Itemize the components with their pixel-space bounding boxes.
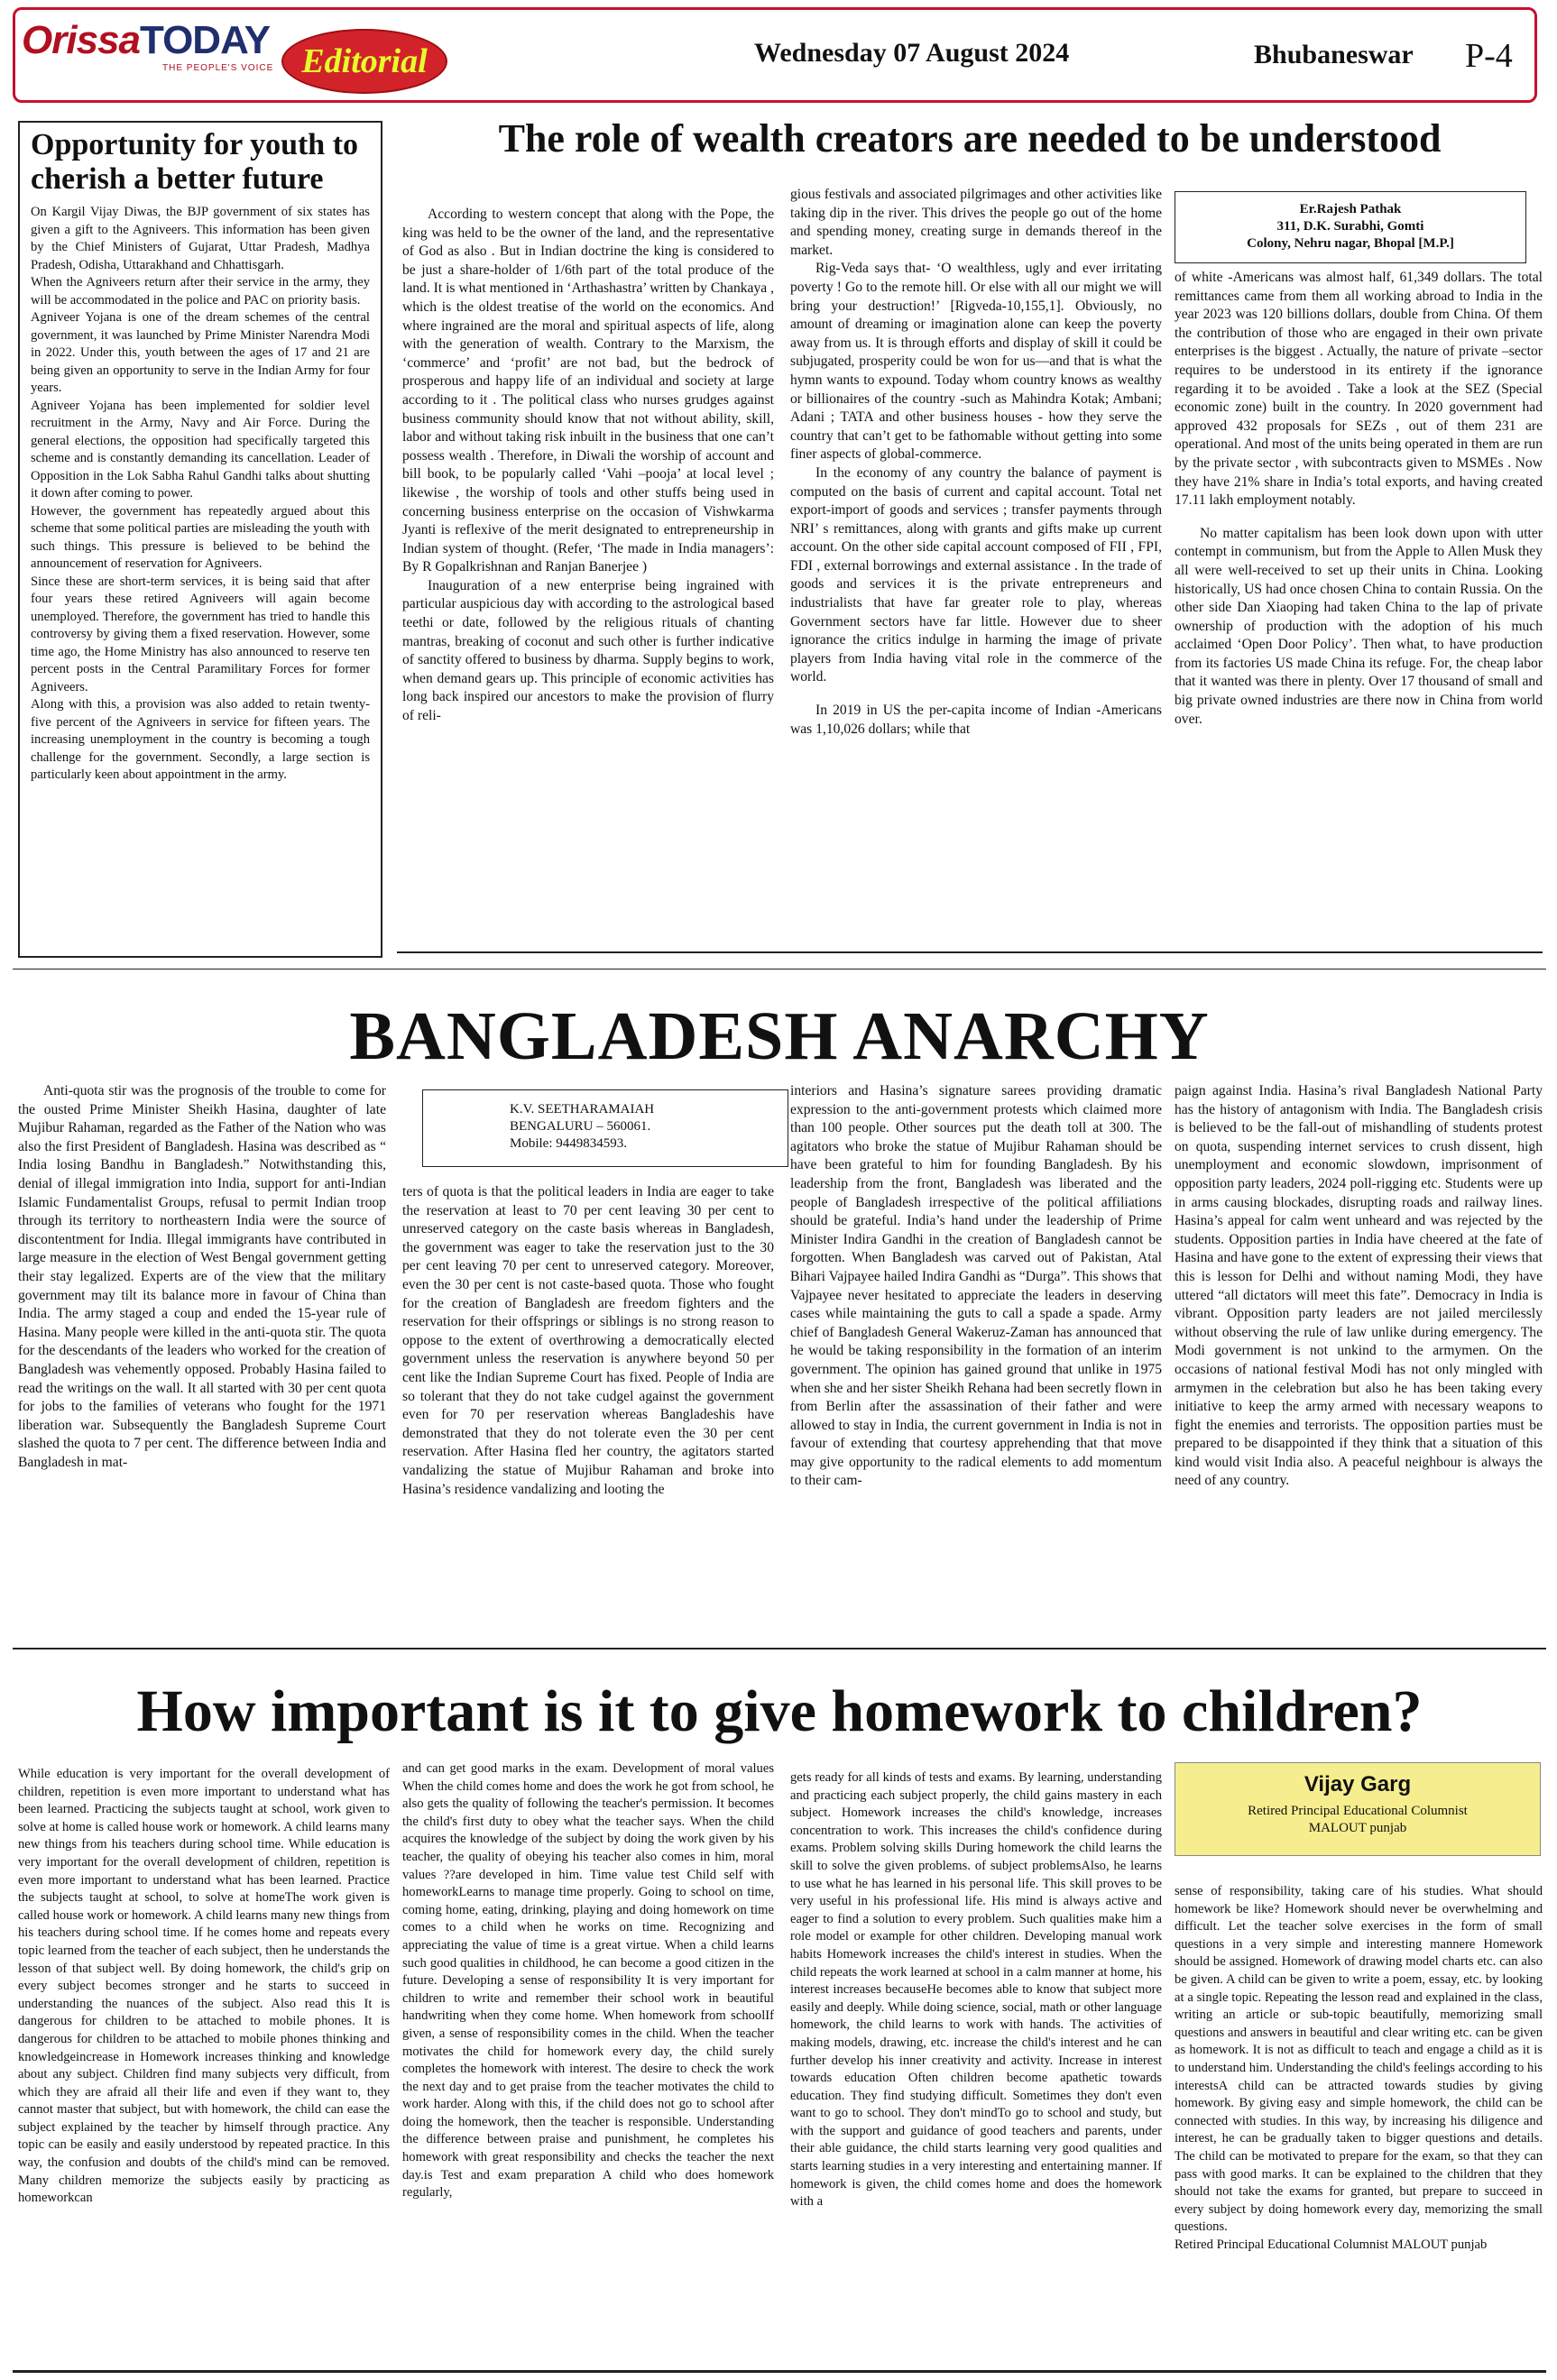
paragraph: While education is very important for the overall development of children, repetition is even more important to understand what has been learned. Practicing the subjects taught at school, work given to solve at home is called house work or homework. A child learns many new things from his teachers during school time. While education is very important for the overall development of children, repetition is even more important to understand what has been learned. Practice the subjects taught at school, to solve at homeThe work given is called house work or homework. A child learns many new things from his teachers during school time. If he comes home and repeats every topic learned from the teacher of each subject, then he understands the lesson of that subject well. By doing homework, the child's grip on every subject becomes stronger and he starts to succeed in understanding the nuances of the subject. Also read this It is dangerous for children to be attached to mobile phones. It is dangerous for children to be attached to mobile phones thinking and knowledgeincrease in Homework increases thinking and knowledge about any subject. Children find many subjects very difficult, from which they are afraid all their life and even if they want to, they cannot master that subject, but with homework, the child can ease the subject explained by the teacher by himself through practice. Any topic can be easily and easily understood by repeated practice. In this way, the confusion and doubts of the child's mind can be removed. Many children memorize the subjects easily by practicing as homeworkcan (18, 1767, 390, 2206)
article-column (1175, 269, 1543, 729)
article-body (31, 204, 370, 785)
paragraph: interiors and Hasina’s signature sarees providing dramatic expression to the anti-government protests which claimed more than 100 people. Other sources put the death toll at 300. The agitators who broke the statue of Mujibur Rahaman should be have been grateful to him for founding Bangladesh. By his leadership from the front, Bangladesh was liberated and the people of Bangladesh irrespective of the political affiliations should be grateful. India’s hand under the leadership of Prime Minister Indira Gandhi in the creation of Bangladesh cannot be forgotten. When Bangladesh was carved out of Pakistan, Atal Bihari Vajpayee hailed Indira Gandhi as “Durga”. This shows that Vajpayee never hesitated to appreciate the leaders in deserving cases while maintaining the guts to call a spade a spade. Army chief of Bangladesh General Wakeruz-Zaman has announced that he would be taking responsibility in the formation of an interim government. The opinion has gained ground that unlike in 1975 when she and her sister Sheikh Rehana had been secretly flown in from Berlin after the assassination of their father and were allowed to stay in India, the current government in India is not in favour of extending that courtesy apprehending that that move may give opportunity to the radical elements to add momentum to their cam- (790, 1083, 1162, 1489)
article-title: Opportunity for youth to cherish a better future (31, 128, 359, 196)
paragraph: Agniveer Yojana is one of the dream schemes of the central government, it was launched by Prime Minister Narendra Modi in 2022. Under this, youth between the ages of 17 and 21 are being given an opportunity to serve in the Indian Army for four years. (31, 310, 370, 395)
article-title: BANGLADESH ANARCHY (349, 998, 1210, 1074)
author-phone: Mobile: 9449834593. (510, 1136, 627, 1151)
author-signature: Retired Principal Educational Columnist MALOUT punjab (1175, 2237, 1488, 2252)
paragraph: paign against India. Hasina’s rival Bangladesh National Party has the history of antagonism with India. The Bangladesh crisis is believed to be the fall-out of mishandling of students protest on quota, suspending internet services to crush dissent, high unemployment and economic slowdown, imprisonment of opposition party leaders, 2024 poll-rigging etc. Students were up in arms causing blockades, disrupting roads and railway lines. Hasina’s appeal for calm went unheard and was rejected by the students. Opposition parties in India have cheered at the fate of Hasina and have gone to the extent of expressing their views that this is lesson for Delhi and without naming Modi, they have uttered “all dictators will meet this fate”. Democracy in India is vibrant. Opposition party leaders are not jailed mercilessly without observing the rule of law unlike during emergency. The Modi government is not unkind to the armymen. On the occasions of national festival Modi has not only mingled with armymen in the celebration but also he has been taking every initiative to keep the army armed with necessary weapons to fight the enemies and terrorists. The opposition parties must be prepared to be disappointed if they think that a situation of this kind would visit India also. A peaceful neighbour is always the need of any country. (1175, 1083, 1543, 1489)
author-address: 311, D.K. Surabhi, Gomti (1276, 219, 1424, 234)
paragraph: Rig-Veda says that- ‘O wealthless, ugly and ever irritating poverty ! Go to the remote hill. Or else with all our might we will bring your destruction!’ [Rigveda-10,155,1]. Obviously, no amount of dreaming or imagination alone can keep the poverty away from us. It is through efforts and display of skill it could be subjugated, prosperity could be won for us—and that is what the hymn wants to expound. Today whom country knows as wealthy or billionaires of the country -such as Mahindra Kotak; Ambani; Adani ; TATA and other business houses - how they serve the country that can’t get to be fathomable without getting into some finer aspects of global-commerce. (790, 261, 1162, 463)
article-agniveer (18, 121, 382, 958)
paragraph: Agniveer Yojana has been implemented for soldier level recruitment in the Army, Navy and Air Force. During the general elections, the opposition had specifically targeted this scheme and is constantly demanding its cancellation. Leader of Opposition in the Lok Sabha Rahul Gandhi talks about shutting it down after coming to power. (31, 398, 370, 501)
paragraph: gious festivals and associated pilgrimages and other activities like taking dip in the river. This drives the people go out of the home and spending money, creating surge in demands thereof in the market. (790, 187, 1162, 258)
author-address: Colony, Nehru nagar, Bhopal [M.P.] (1247, 236, 1454, 251)
article-column (1175, 1082, 1543, 1491)
paragraph: In 2019 in US the per-capita income of Indian -Americans was 1,10,026 dollars; while that (790, 703, 1162, 737)
divider (13, 2370, 1546, 2373)
paragraph: Inauguration of a new enterprise being ingrained with particular auspicious day with according to the astrological based teethi or date, followed by the religious rituals of chanting mantras, breaking of coconut and such other is further indicative of sanctity offered to business by dharma. Supply begins to work, when demand gears up. This principle of economic activities has long back inspired our ancestors to make the provision of flurry of reli- (402, 577, 774, 724)
article-column (790, 1769, 1162, 2211)
article-column (402, 206, 774, 726)
paragraph: However, the government has repeatedly argued about this scheme that some political parties are misleading the youth with such things. This pressure is believed to be behind the announcement of reservation for Agniveers. (31, 503, 370, 571)
author-name: Er.Rajesh Pathak (1299, 202, 1402, 216)
section-badge: Editorial (281, 29, 447, 94)
paragraph: According to western concept that along with the Pope, the king was held to be the owner of the land, and the representative of God as also . But in Indian doctrine the king is considered to be just a share-holder of 1/6th part of the total produce of the land. It is what mentioned in ‘Arthashastra’ written by Chankaya , which is the oldest treatise of the world on the economics. And where ingrained are the moral and spiritual aspects of life, along with the generation of wealth. Contrary to the Marxism, the ‘commerce’ and ‘profit’ are not bad, but the bedrock of prosperous and happy life of an individual and society at large according to it . The political class who nurses grudges against business community should know that not without ability, skill, labor and without taking risk inbuilt in the business that one can’t possess wealth . Therefore, in Diwali the worship of account and bill book, to be popularly called ‘Vahi –pooja’ at local level ; likewise , the worship of tools and other stuffs being used in concerning business enterprise on the occasion of Vishwkarma Jyanti is reflexive of the merit designated to entrepreneurship in Indian system of thought. (Refer, ‘The made in India managers’: By R Gopalkrishnan and Ranjan Banerjee ) (402, 207, 774, 575)
paragraph: Anti-quota stir was the prognosis of the trouble to come for the ousted Prime Minister Sheikh Hasina, daughter of late Mujibur Rahaman, regarded as the Father of the Nation who was also the first President of Bangladesh. Hasina was described as “ India losing Bandhu in Bangladesh.” Notwithstanding this, denial of illegal immigration into India, support for anti-Indian Islamic Fundamentalist Groups, refusal to permit Indian troop through its territory to northeastern India were the source of discontentment for India. Illegal immigrants have contributed in large measure in the election of West Bengal government getting their stay legalized. Experts are of the view that the military government may tilt its balance more in favour of China than India. The army staged a coup and ended the 15-year rule of Hasina. Many people were killed in the anti-quota stir. The quota for the descendants of the leaders who worked for the creation of Bangladesh was vehemently opposed. Probably Hasina failed to read the writings on the wall. It all started with 30 per cent quota for jobs to the families of veterans who fought for the 1971 liberation war. Subsequently the Bangladesh Supreme Court slashed the quota to 7 per cent. The difference between India and Bangladesh in mat- (18, 1083, 386, 1470)
author-name: Vijay Garg (1304, 1772, 1412, 1796)
author-byline (1175, 191, 1526, 263)
page-number: P-4 (1465, 37, 1513, 75)
paragraph: In the economy of any country the balance of payment is computed on the basis of current and capital account. Total net export-import of goods and services ; transfer payments through NRI’ s remittances, along with grants and gifts make up current account. On the other side capital account composed of FII , FPI, FDI , external borrowings and external assistance . In the trade of goods and services it is the private entrepreneurs and industrialists that have far greater role to play, whereas Government sectors have far little. However due to sheer ignorance the critics indulge in harming the image of private players from India having vital role in the commerce of the world. (790, 464, 1162, 685)
article-column (402, 1760, 774, 2202)
author-location: MALOUT punjab (1308, 1821, 1407, 1835)
paragraph: On Kargil Vijay Diwas, the BJP government of six states has given a gift to the Agniveers. This information has been given by the Chief Ministers of Gujarat, Uttar Pradesh, Madhya Pradesh, Odisha, Uttarakhand and Chhattisgarh. (31, 205, 370, 272)
paragraph: sense of responsibility, taking care of his studies. What should homework be like? Homework should never be overwhelming and difficult. Let the teacher solve exercises in the form of small questions in a very simple and interesting mannere Homework should be assigned. Homework of drawing model charts etc. can also be given. A child can be given to write a poem, essay, etc. by looking at a single topic. Repeating the lesson read and explained in the class, writing an article or sub-topic beautifully, memorizing small questions and answers in beautiful and clear writing etc. can be given as homework. It is not as difficult to teach and engage a child as it is to understand him. Understanding the child's feelings according to his interestsA child can be attracted towards studies by giving homework. By giving easy and simple homework, the child can be connected with studies. In this way, by increasing his diligence and interest, he can be gradually taken to bigger questions and details. The child can be motivated to prepare for the exam, so that they can pass with good marks. It can be explained to the children that they should not take the exams for granted, but prepare to succeed in every subject by doing homework every day, memorizing the small questions. (1175, 1884, 1543, 2235)
divider (13, 1648, 1546, 1649)
article-column (18, 1082, 386, 1472)
paragraph: When the Agniveers return after their service in the army, they will be accommodated in the police and PAC on priority basis. (31, 275, 370, 308)
paragraph: gets ready for all kinds of tests and exams. By learning, understanding and practicing each subject properly, the child gains mastery in each subject. Homework increases the child's knowledge, increases concentration to work. This increases the child's confidence during exams. Problem solving skills During homework the child learns the skill to solve the given problems. of subject problemsAlso, he learns to use what he has learned in his personal life. This skill proves to be very useful in his professional life. His mind is always active and eager to find a solution to every problem. Such qualities make him a role model or example for other children. Developing manual work habits Homework increases the child's interest in studies. When the child repeats the work learned at school in a calm manner at home, his interest increases becauseHe becomes able to know that subject more easily and deeply. While doing science, social, math or other language homework, the child learns to work with hands. The activities of making models, drawing, etc. increase the child's interest and he can further develop his inner creativity and activity. Increase in interest towards education Often children become apathetic towards education. They find studying difficult. Sometimes they don't even want to go to school. They don't mindTo go to school and study, but with the support and guidance of good teachers and parents, under their able guidance, the child starts learning very good qualities and starts learning studies in a very interesting and entertaining manner. If homework is given, the child comes home and does the homework with a (790, 1770, 1162, 2210)
paragraph: of white -Americans was almost half, 61,349 dollars. The total remittances came from them all working abroad to India in the year 2023 was 120 billions dollars, double from China. Of them the contribution of those who are engaged in their own private enterprises is the biggest . Actually, the nature of private –sector requires to be understood in its entirety if the ignorance regarding it to be avoided . Take a look at the SEZ (Special economic zone) built in the country. In 2020 government had approved 432 proposals for SEZs , out of them 231 are operational. And most of the units being operated in them are run by the private sector , with subcontracts given to MSMEs . Now they have 21% share in India’s total exports, and having created 17.11 lakh employment notably. (1175, 270, 1543, 509)
logo: OrissaTODAY (22, 18, 271, 62)
author-byline (422, 1089, 788, 1167)
paragraph: Along with this, a provision was also added to retain twenty-five percent of the Agniveers in service for fifteen years. The increasing unemployment in the country is becoming a tough challenge for the government. Secondly, a large section is particularly keen about appointment in the army. (31, 697, 370, 782)
logo-tagline: THE PEOPLE'S VOICE (162, 63, 274, 73)
author-byline (1175, 1762, 1541, 1856)
paragraph: No matter capitalism has been look down upon with utter contempt in communism, but from the Apple to Allen Musk they all were well-received to set up their units in China. Looking historically, US had once chosen China to contain Russia. On the other side Dan Xiaoping had taken China to the lap of private ownership of production with the adoption of his much acclaimed ‘Open Door Policy’. Then what, to have production from its factories US made China its refuge. For, the cheap labor that it wanted was there in plenty. Over 17 thousand of small and big private owned industries are there now in China from world over. (1175, 525, 1543, 727)
article-column (790, 186, 1162, 739)
issue-date: Wednesday 07 August 2024 (754, 38, 1070, 68)
article-title: How important is it to give homework to children? (136, 1678, 1423, 1744)
author-name: K.V. SEETHARAMAIAH (510, 1102, 655, 1116)
article-column (790, 1082, 1162, 1491)
edition-city: Bhubaneswar (1254, 40, 1414, 69)
paragraph: Since these are short-term services, it is being said that after four years these retired Agniveers will again become unemployed. Therefore, the government has tried to handle this controversy by giving them a fixed reservation. However, some time ago, the Home Ministry has also announced to reserve ten percent posts in the Central Paramilitary Forces for former Agniveers. (31, 574, 370, 694)
article-column (402, 1183, 774, 1499)
author-address: BENGALURU – 560061. (510, 1119, 651, 1134)
article-title: The role of wealth creators are needed to be understood (498, 116, 1442, 161)
article-column (18, 1766, 390, 2208)
author-description: Retired Principal Educational Columnist (1248, 1804, 1468, 1818)
paragraph: ters of quota is that the political leaders in India are eager to take the reservation at least to 70 per cent leaving 30 per cent to unreserved category on the caste basis whereas in Bangladesh, the government was eager to take the reservation just to the 30 per cent leaving 70 per cent to unreserved category. Moreover, even the 30 per cent is not caste-based quota. Those who fought for the creation of Bangladesh are freedom fighters and the reservation for their offsprings or siblings is no strong reason to oppose to the extent of overthrowing a democratically elected government unless the reservation is anywhere beyond 50 per cent like the Indian Supreme Court has fixed. People of India are so tolerant that they do not take cudgel against the government even for 70 per reservation whereas Bangladeshis have demonstrated that they do not tolerate even the 30 per cent reservation. After Hasina fled her country, the agitators started vandalizing the statue of Mujibur Rahaman and broke into Hasina’s residence vandalizing and looting the (402, 1184, 774, 1497)
paragraph: and can get good marks in the exam. Development of moral values When the child comes home and does the work he got from school, he also gets the quality of following the teacher's permission. It becomes the child's first duty to obey what the teacher says. When the child acquires the knowledge of the subject by doing the work given by his teacher, the quality of obeying his teacher also comes in him, moral values ??are developed in him. Time value test Child self with homeworkLearns to manage time properly. Going to school on time, coming home, eating, drinking, playing and doing homework on time comes to a child when he works on time. Recognizing and appreciating the value of time is a great virtue. When a child learns such good qualities in childhood, he can become a good citizen in the future. Developing a sense of responsibility It is very important for children to write and remember their school work in beautiful handwriting when they come home. When homework from schoolIf given, a sense of responsibility comes in the child. When the teacher motivates the child for homework every day, the child surely completes the homework with interest. The desire to check the work the next day and to get praise from the teacher motivates the child to work harder. Along with this, if the child does not go to school after doing the homework, then the teacher is responsible. Understanding the difference between praise and punishment, he completes his homework with great responsibility and checks the teacher the next day.is Test and exam preparation A child who does homework regularly, (402, 1761, 774, 2201)
article-column (1175, 1883, 1543, 2254)
divider (397, 951, 1543, 953)
